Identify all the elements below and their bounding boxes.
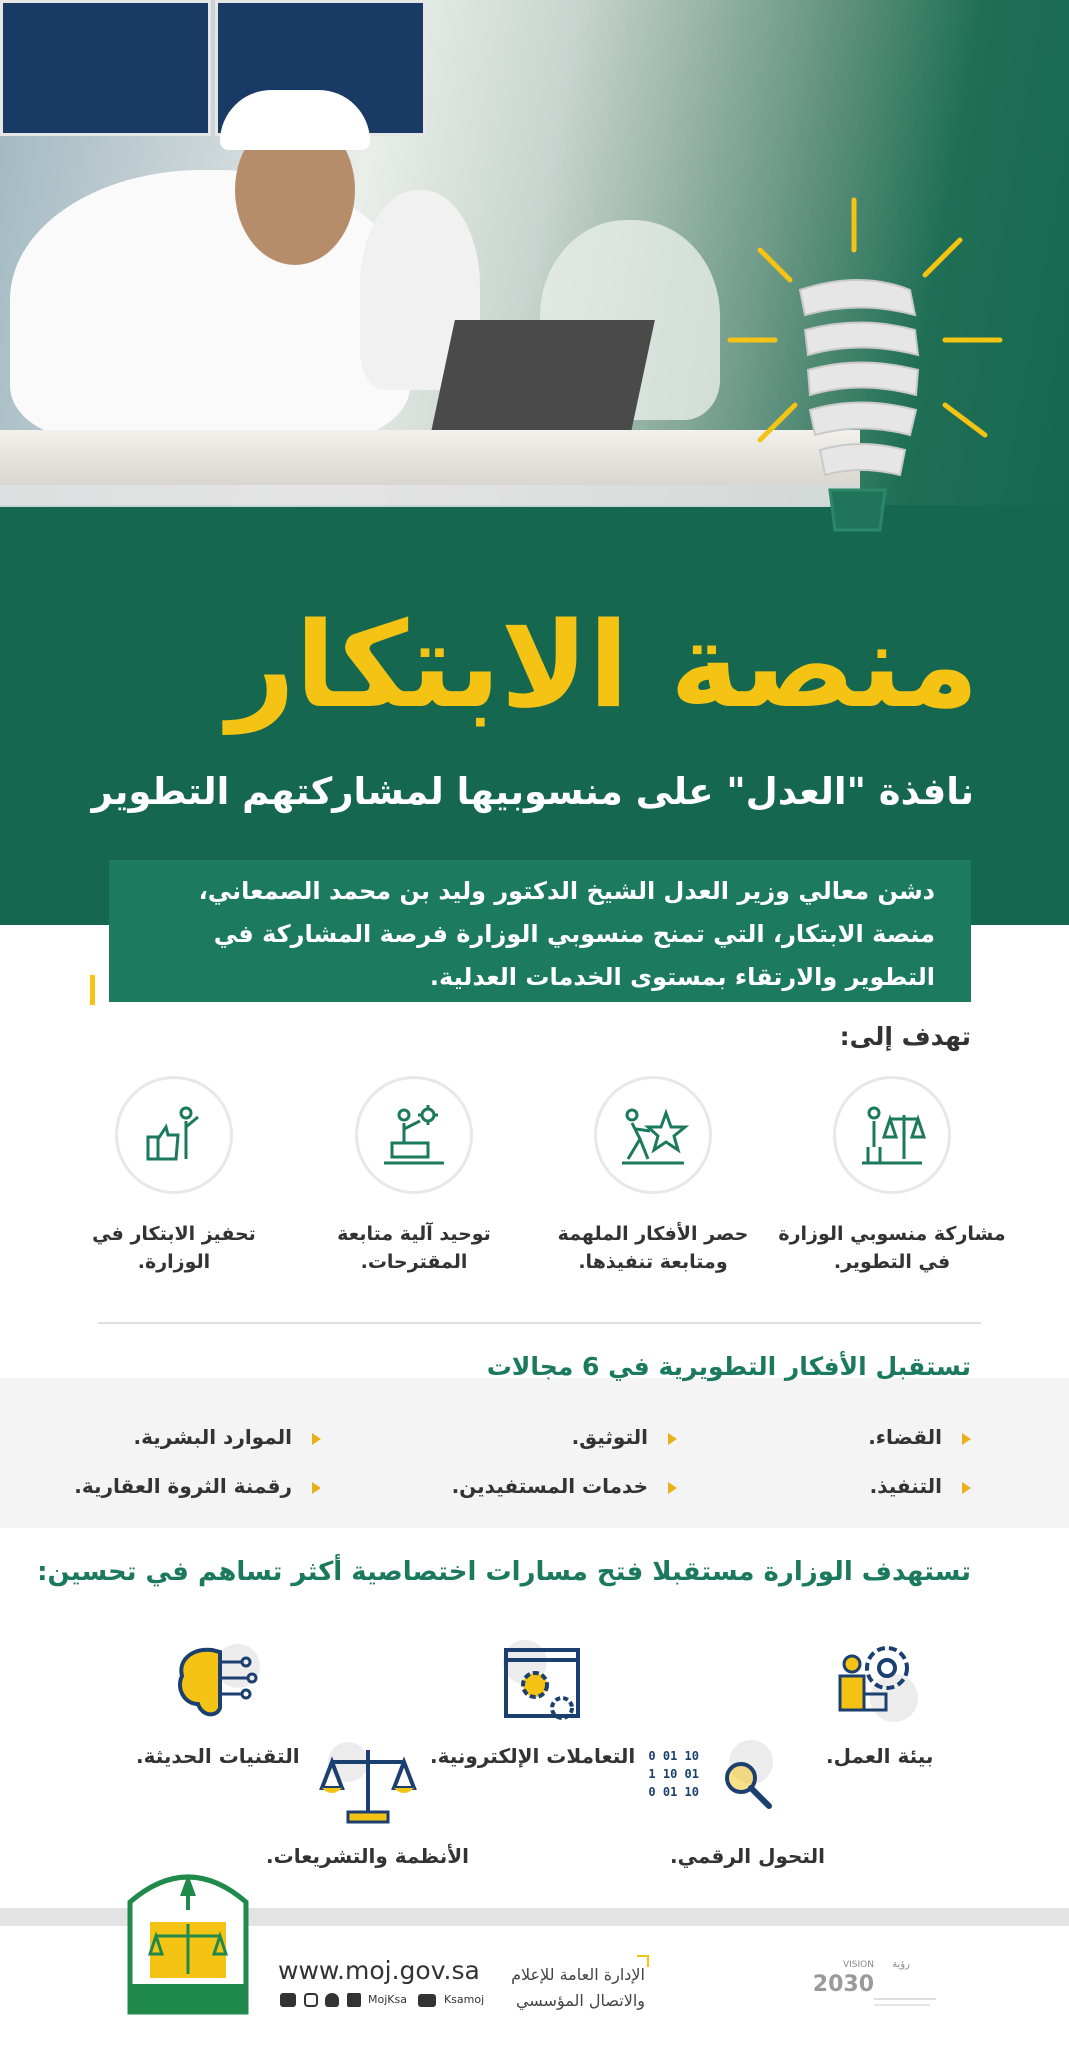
- field-item: خدمات المستفيدين.: [452, 1474, 677, 1498]
- youtube-icon[interactable]: [418, 1994, 436, 2007]
- goal-label: توحيد آلية متابعة المقترحات.: [337, 1223, 491, 1273]
- ministry-logo: [122, 1862, 254, 2018]
- thumbs-up-icon: [115, 1076, 233, 1194]
- scales-person-icon: [833, 1076, 951, 1194]
- vision-2030-logo: [812, 1955, 950, 2015]
- svg-text:VISION: VISION: [843, 1960, 874, 1970]
- browser-gear-icon: [500, 1640, 590, 1730]
- track-label: التعاملات الإلكترونية.: [430, 1744, 636, 1768]
- field-item: التنفيذ.: [870, 1474, 971, 1498]
- hero-section: [0, 0, 1069, 925]
- youtube-handle: Ksamoj: [443, 1993, 485, 2006]
- bullet-icon: [312, 1482, 321, 1494]
- bullet-icon: [962, 1433, 971, 1445]
- workplace-icon: [832, 1638, 922, 1728]
- track-label: التقنيات الحديثة.: [136, 1744, 300, 1768]
- bullet-icon: [668, 1482, 677, 1494]
- field-item: رقمنة الثروة العقارية.: [74, 1474, 321, 1498]
- svg-text:2030: 2030: [812, 1972, 874, 1997]
- track-label: الأنظمة والتشريعات.: [266, 1844, 469, 1868]
- brain-circuit-icon: [172, 1642, 262, 1732]
- svg-text:10 01 0: 10 01 0: [648, 1749, 699, 1763]
- tracks-heading: تستهدف الوزارة مستقبلا فتح مسارات اختصاصية أكثر تساهم في تحسين:: [37, 1557, 971, 1587]
- page-title: منصة الابتكار: [227, 596, 979, 734]
- twitter-icon[interactable]: [280, 1993, 296, 2007]
- star-push-icon: [594, 1076, 712, 1194]
- bullet-icon: [962, 1482, 971, 1494]
- track-label: بيئة العمل.: [826, 1744, 934, 1768]
- website-link[interactable]: www.moj.gov.sa: [278, 1956, 480, 1985]
- linkedin-icon[interactable]: [347, 1993, 361, 2007]
- bullet-icon: [668, 1433, 677, 1445]
- fields-heading: تستقبل الأفكار التطويرية في 6 مجالات: [486, 1352, 971, 1381]
- svg-text:01 10 1: 01 10 1: [648, 1767, 699, 1781]
- svg-text:رؤية: رؤية: [892, 1959, 910, 1970]
- scales-icon: [318, 1742, 418, 1832]
- divider: [98, 1322, 981, 1324]
- gear-person-icon: [355, 1076, 473, 1194]
- svg-text:10 01 0: 10 01 0: [648, 1785, 699, 1799]
- intro-box: دشن معالي وزير العدل الشيخ الدكتور وليد بن محمد الصمعاني، منصة الابتكار، التي تمنح منسوبي الوزارة فرصة المشاركة في التطوير والارتقاء بمستوى الخدمات العدلية.: [109, 860, 971, 1002]
- lightbulb-icon: [720, 190, 1020, 570]
- goal-label: تحفيز الابتكار في الوزارة.: [92, 1223, 256, 1273]
- track-label: التحول الرقمي.: [670, 1844, 825, 1868]
- fields-band: [0, 1378, 1069, 1528]
- social-handle: MojKsa: [368, 1993, 407, 2006]
- goals-heading: تهدف إلى:: [839, 1022, 971, 1051]
- field-item: القضاء.: [868, 1425, 971, 1449]
- snapchat-icon[interactable]: [325, 1993, 339, 2007]
- page-subtitle: نافذة "العدل" على منسوبيها لمشاركتهم التطوير: [91, 770, 974, 813]
- instagram-icon[interactable]: [304, 1993, 318, 2007]
- corner-mark: [637, 1955, 649, 1967]
- goal-label: حصر الأفكار الملهمة ومتابعة تنفيذها.: [557, 1223, 749, 1273]
- field-item: الموارد البشرية.: [134, 1425, 321, 1449]
- social-row: [280, 1993, 484, 2007]
- accent-bar: [90, 975, 95, 1005]
- binary-search-icon: [648, 1740, 785, 1830]
- goal-label: مشاركة منسوبي الوزارة في التطوير.: [778, 1223, 1006, 1273]
- bullet-icon: [312, 1433, 321, 1445]
- field-item: التوثيق.: [572, 1425, 677, 1449]
- display-screen: [0, 0, 211, 136]
- media-dept: الإدارة العامة للإعلام والاتصال المؤسسي: [511, 1965, 645, 2010]
